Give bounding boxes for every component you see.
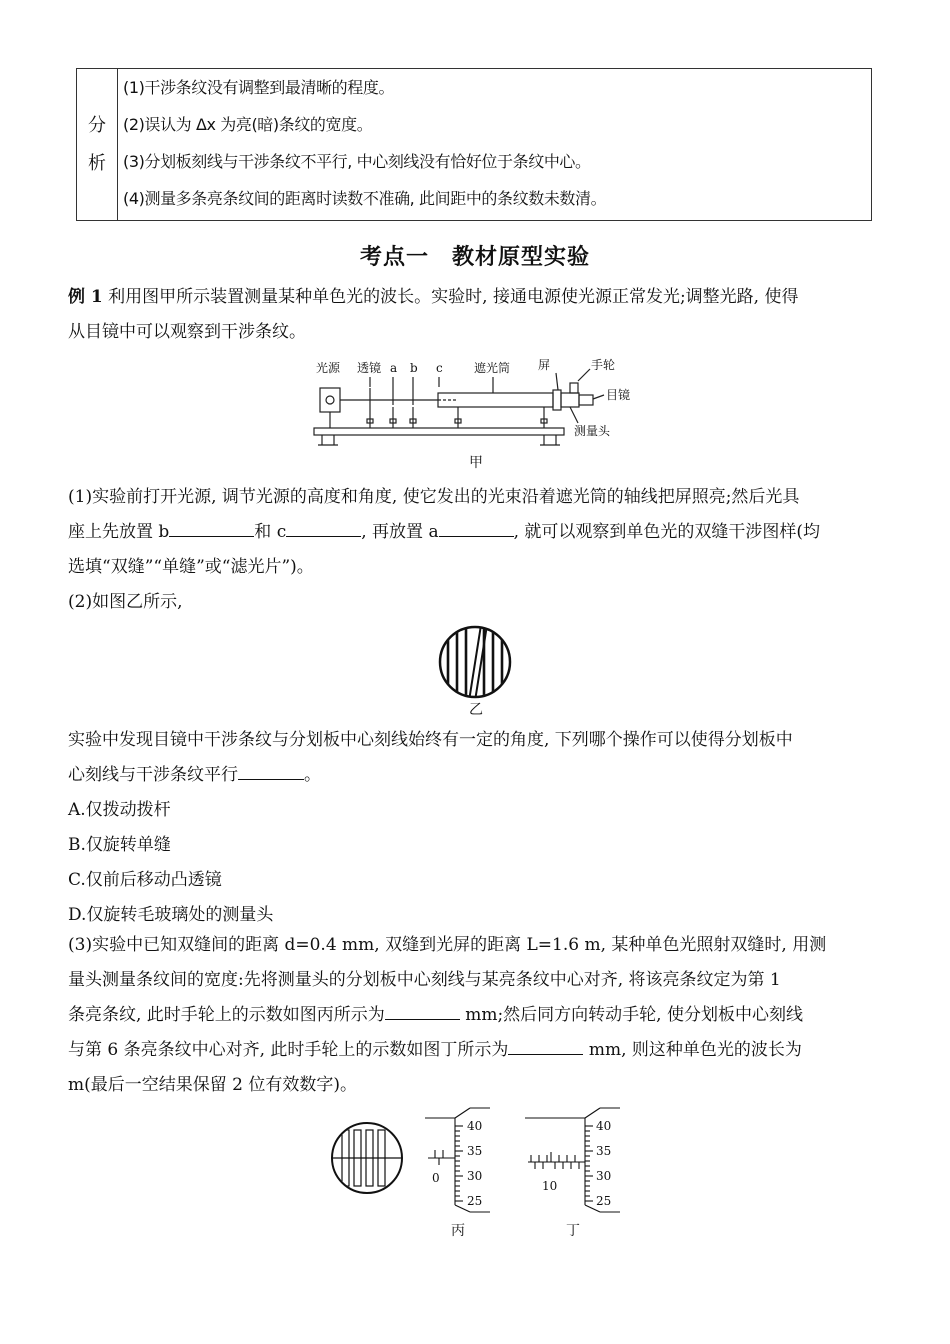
question-2-body [68, 723, 883, 933]
bing-tick: 25 [467, 1194, 483, 1208]
answer-blank-bing[interactable] [385, 999, 460, 1020]
section-title: 考点一 教材原型实验 [359, 245, 590, 270]
analysis-label-char-2: 析 [88, 152, 106, 174]
ding-tick: 35 [596, 1144, 612, 1158]
light-source-box [320, 388, 340, 412]
label-lens: 透镜 [357, 361, 382, 375]
analysis-items [118, 69, 871, 220]
option-c[interactable]: C.仅前后移动凸透镜 [68, 870, 222, 890]
example-tag: 例 1 [68, 287, 103, 307]
measuring-head [561, 393, 579, 407]
label-measuring-head: 测量头 [574, 424, 611, 438]
analysis-item: (2)误认为 Δx 为亮(暗)条纹的宽度。 [123, 115, 373, 134]
screen [553, 390, 561, 410]
analysis-label-char-1: 分 [88, 114, 106, 136]
q3-text: 条亮条纹, 此时手轮上的示数如图丙所示为 [68, 1005, 385, 1025]
example-intro-line: 利用图甲所示装置测量某种单色光的波长。实验时, 接通电源使光源正常发光;调整光路, 使得 [102, 287, 799, 307]
figure-jia-caption: 甲 [469, 455, 483, 471]
answer-blank-ding[interactable] [508, 1034, 583, 1055]
question-2-head [68, 585, 883, 620]
answer-blank-c[interactable] [286, 516, 361, 537]
label-eyepiece: 目镜 [606, 388, 631, 402]
label-c: c [436, 361, 443, 375]
q1-line: (1)实验前打开光源, 调节光源的高度和角度, 使它发出的光束沿着遮光筒的轴线把屏照亮;然后光具 [68, 487, 800, 507]
q3-text: mm, 则这种单色光的波长为 [583, 1040, 802, 1060]
bulb-icon [326, 396, 334, 404]
example-intro-line: 从目镜中可以观察到干涉条纹。 [68, 322, 306, 342]
handwheel [570, 383, 578, 393]
figure-bing-caption: 丙 [451, 1223, 465, 1239]
q3-text: 与第 6 条亮条纹中心对齐, 此时手轮上的示数如图丁所示为 [68, 1040, 509, 1060]
bing-tick: 30 [467, 1169, 483, 1183]
example-intro [68, 280, 883, 350]
bing-tick: 35 [467, 1144, 483, 1158]
analysis-label [77, 69, 118, 220]
q2-line: (2)如图乙所示, [68, 592, 183, 612]
q2-line: 实验中发现目镜中干涉条纹与分划板中心刻线始终有一定的角度, 下列哪个操作可以使得分划板中 [68, 730, 793, 750]
answer-blank-a[interactable] [439, 516, 514, 537]
question-3 [68, 928, 883, 1103]
q2-text: 。 [304, 765, 321, 785]
label-a: a [390, 361, 398, 375]
label-b: b [410, 361, 418, 375]
q1-text: 座上先放置 b [68, 522, 170, 542]
ding-main-label: 10 [542, 1179, 558, 1193]
bench-rail [314, 428, 564, 435]
q3-line: m(最后一空结果保留 2 位有效数字)。 [68, 1075, 358, 1095]
label-screen: 屏 [538, 358, 551, 372]
ding-tick: 30 [596, 1169, 612, 1183]
q3-line: (3)实验中已知双缝间的距离 d=0.4 mm, 双缝到光屏的距离 L=1.6 m, 某种单色光照射双缝时, 用测 [68, 935, 827, 955]
answer-blank-q2[interactable] [238, 759, 304, 780]
option-b[interactable]: B.仅旋转单缝 [68, 835, 171, 855]
q1-text: 和 c [254, 522, 287, 542]
q1-line: 选填“双缝”“单缝”或“滤光片”)。 [68, 557, 314, 577]
ding-tick: 25 [596, 1194, 612, 1208]
figure-yi-eyepiece-view [438, 625, 514, 701]
figure-ding-caption: 丁 [566, 1223, 580, 1239]
label-tube: 遮光筒 [474, 361, 511, 375]
analysis-table [76, 68, 872, 221]
label-light-source: 光源 [316, 361, 341, 375]
analysis-item: (4)测量多条亮条纹间的距离时读数不准确, 此间距中的条纹数未数清。 [123, 189, 607, 208]
bing-main-zero: 0 [432, 1171, 440, 1185]
figure-yi-caption: 乙 [469, 702, 483, 718]
q3-line: 量头测量条纹间的宽度:先将测量头的分划板中心刻线与某亮条纹中心对齐, 将该亮条纹定为第 1 [68, 970, 781, 990]
option-a[interactable]: A.仅拨动拨杆 [68, 800, 171, 820]
option-d[interactable]: D.仅旋转毛玻璃处的测量头 [68, 905, 274, 925]
bing-tick: 40 [467, 1119, 483, 1133]
q2-text: 心刻线与干涉条纹平行 [68, 765, 238, 785]
eyepiece [579, 395, 593, 405]
ding-tick: 40 [596, 1119, 612, 1133]
q3-text: mm;然后同方向转动手轮, 使分划板中心刻线 [459, 1005, 803, 1025]
q1-text: , 再放置 a [361, 522, 439, 542]
figure-micrometer-readings [330, 1100, 630, 1215]
analysis-item: (1)干涉条纹没有调整到最清晰的程度。 [123, 78, 395, 97]
answer-blank-b[interactable] [169, 516, 254, 537]
label-handwheel: 手轮 [591, 358, 616, 372]
question-1 [68, 480, 883, 585]
analysis-item: (3)分划板刻线与干涉条纹不平行, 中心刻线没有恰好位于条纹中心。 [123, 152, 591, 171]
q1-text: , 就可以观察到单色光的双缝干涉图样(均 [513, 522, 821, 542]
